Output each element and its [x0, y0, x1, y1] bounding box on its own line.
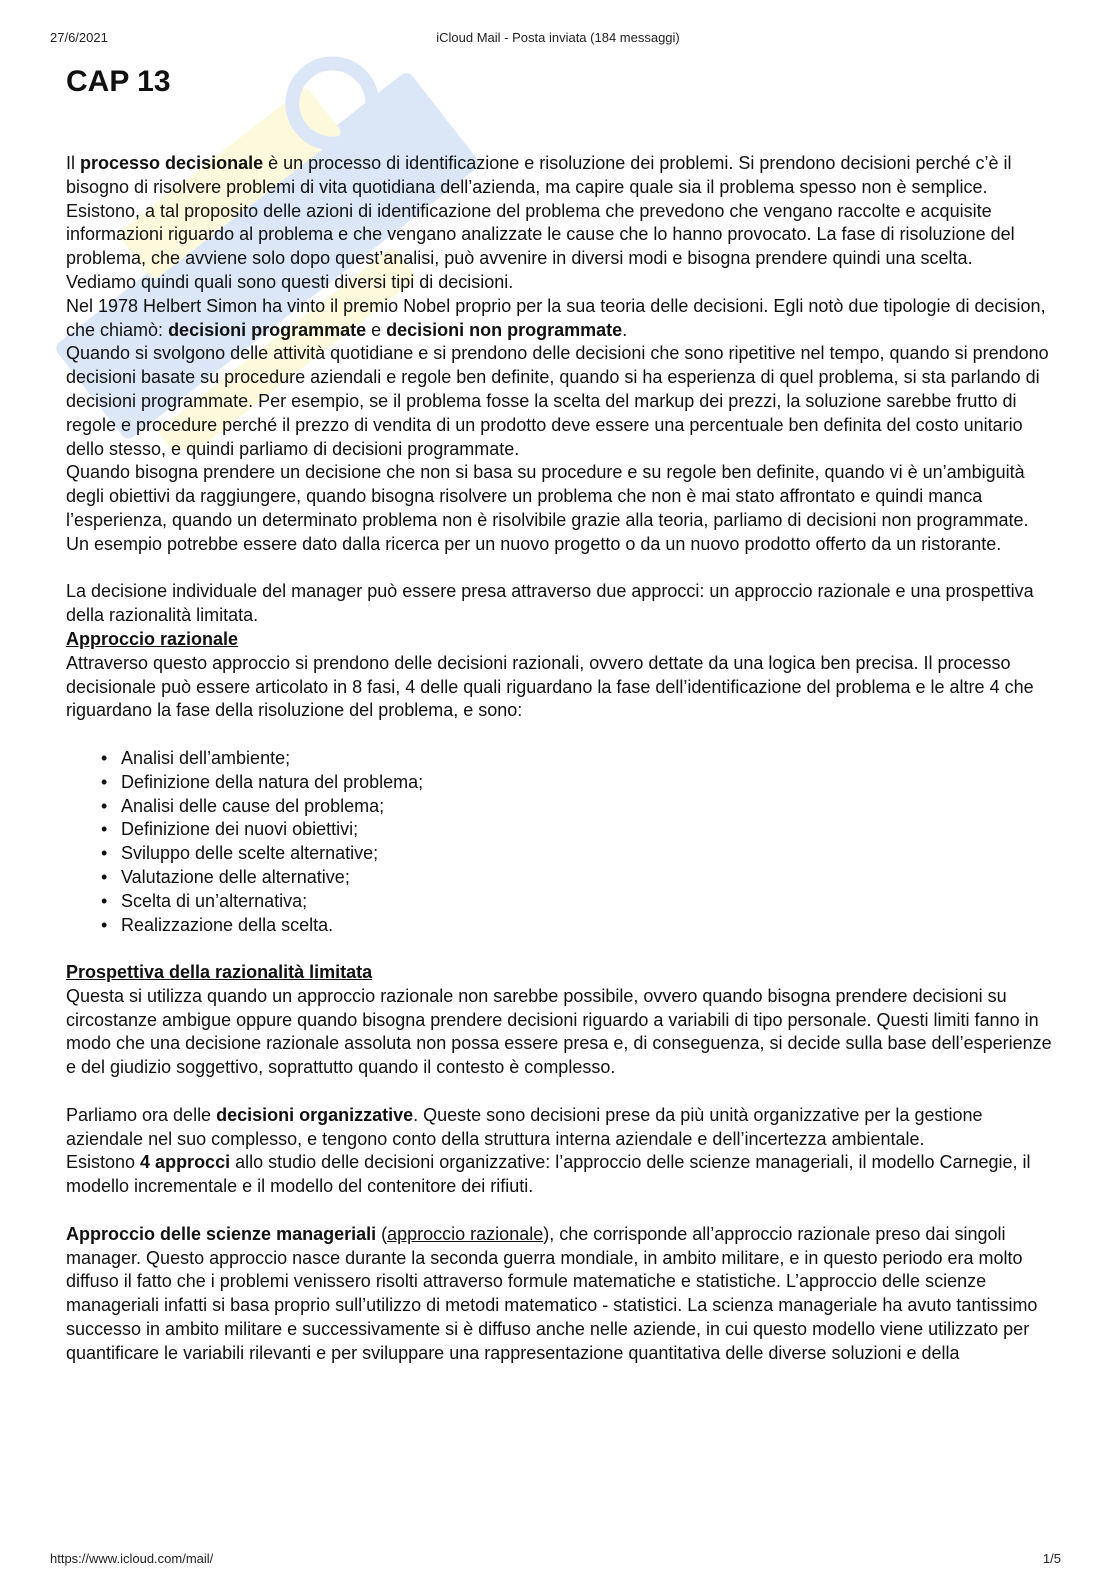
header-date: 27/6/2021	[50, 30, 108, 45]
list-item: • Scelta di un’alternativa;	[121, 890, 1056, 914]
list-item: • Analisi dell’ambiente;	[121, 747, 1056, 771]
paragraph-non-programmate: Quando bisogna prendere un decisione che non si basa su procedure e su regole ben definite, quando vi è un’ambiguità degli obiettivi da raggiungere, quando bisogna risolvere un problema che non è mai stato affrontato e quindi manca l’esperienza, quando un determinato problema non è risolvibile grazie alla teoria, parliamo di decisioni non programmate. Un esempio potrebbe essere dato dalla ricerca per un nuovo progetto o da un nuovo prodotto offerto da un ristorante.	[66, 462, 1029, 554]
bold-term: Approccio delle scienze manageriali	[66, 1223, 377, 1244]
paragraph-limitata: Questa si utilizza quando un approccio razionale non sarebbe possibile, ovvero quando bisogna prendere decisioni su circostanze ambigue oppure quando bisogna prendere decisioni riguardo a variabili di tipo personale. Questi limiti fanno in modo che una decisione razionale assoluta non possa essere presa e, di conseguenza, si decide sulla base dell’esperienze e del giudizio soggettivo, soprattutto quando il contesto è complesso.	[66, 985, 1052, 1078]
document-body	[66, 62, 1056, 1366]
paragraph-processo: Il processo decisionale è un processo di identificazione e risoluzione dei problemi. Si prendono decisioni perché c’è il bisogno di risolvere problemi di vita quotidiana dell’azienda, ma capire quale sia il problema spesso non è semplice. Esistono, a tal proposito delle azioni di identificazione del problema che prevedono che vengano raccolte e acquisite informazioni riguardo al problema e che vengano analizzate le cause che lo hanno provocato. La fase di risoluzione del problema, che avviene solo dopo quest’analisi, può avvenire in diversi modi e bisogna prendere quindi una scelta.	[66, 153, 1015, 269]
heading-razionalita-limitata: Prospettiva della razionalità limitata	[66, 962, 373, 983]
paragraph-scienze-manageriali: Approccio delle scienze manageriali (approccio razionale), che corrisponde all’approccio razionale preso dai singoli manager. Questo approccio nasce durante la seconda guerra mondiale, in ambito militare, e in questo periodo era molto diffuso il fatto che i problemi venissero risolti attraverso formule matematiche e statistiche. L’approccio delle scienze manageriali infatti si basa proprio sull’utilizzo di metodi matematico - statistici. La scienza manageriale ha avuto tantissimo successo in ambito militare e successivamente si è diffuso anche nelle aziende, in cui questo modello viene utilizzato per quantificare le variabili rilevanti e per sviluppare una rappresentazione quantitativa delle diverse soluzioni e della	[66, 1223, 1038, 1363]
footer-page-number: 1/5	[1042, 1551, 1061, 1566]
list-item: • Sviluppo delle scelte alternative;	[121, 842, 1056, 866]
footer-url: https://www.icloud.com/mail/	[50, 1551, 214, 1566]
list-item: • Valutazione delle alternative;	[121, 866, 1056, 890]
paragraph-organizzative: Parliamo ora delle decisioni organizzative. Queste sono decisioni prese da più unità organizzative per la gestione aziendale nel suo complesso, e tengono conto della struttura interna aziendale e dell’incertezza ambientale.	[66, 1104, 983, 1149]
paragraph-razionale: Attraverso questo approccio si prendono delle decisioni razionali, ovvero dettate da una logica ben precisa. Il processo decisionale può essere articolato in 8 fasi, 4 delle quali riguardano la fase dell’identificazione del problema e le altre 4 che riguardano la fase della risoluzione del problema, e sono:	[66, 652, 1034, 721]
phases-list	[66, 747, 1056, 937]
list-item: • Realizzazione della scelta.	[121, 914, 1056, 938]
list-item: • Analisi delle cause del problema;	[121, 795, 1056, 819]
bold-term: 4 approcci	[140, 1152, 231, 1173]
paragraph-simon: Nel 1978 Helbert Simon ha vinto il premio Nobel proprio per la sua teoria delle decisioni. Egli notò due tipologie di decision, che chiamò: decisioni programmate e decisioni non programmate.	[66, 295, 1046, 340]
paragraph-tipi: Vediamo quindi quali sono questi diversi tipi di decisioni.	[66, 271, 514, 292]
paragraph-programmate: Quando si svolgono delle attività quotidiane e si prendono delle decisioni che sono ripetitive nel tempo, quando si prendono decisioni basate su procedure aziendali e regole ben definite, quando si ha esperienza di quel problema, si sta parlando di decisioni programmate. Per esempio, se il problema fosse la scelta del markup dei prezzi, la soluzione sarebbe frutto di regole e procedure perché il prezzo di vendita di un prodotto deve essere una percentuale ben definita del costo unitario dello stesso, e quindi parliamo di decisioni programmate.	[66, 343, 1049, 459]
underlined-term: approccio razionale	[387, 1223, 544, 1244]
paragraph-approcci: La decisione individuale del manager può essere presa attraverso due approcci: un approccio razionale e una prospettiva della razionalità limitata.	[66, 581, 1034, 626]
bold-term: decisioni programmate	[168, 319, 367, 340]
heading-approccio-razionale: Approccio razionale	[66, 628, 239, 649]
header-title: iCloud Mail - Posta inviata (184 messaggi)	[436, 30, 680, 45]
list-item: • Definizione della natura del problema;	[121, 771, 1056, 795]
page-title: CAP 13	[66, 65, 171, 98]
list-item: • Definizione dei nuovi obiettivi;	[121, 818, 1056, 842]
paragraph-4-approcci: Esistono 4 approcci allo studio delle decisioni organizzative: l’approccio delle scienze manageriali, il modello Carnegie, il modello incrementale e il modello del contenitore dei rifiuti.	[66, 1152, 1031, 1197]
bold-term: decisioni non programmate	[386, 319, 623, 340]
bold-term: decisioni organizzative	[216, 1104, 414, 1125]
bold-term: processo decisionale	[80, 153, 264, 173]
